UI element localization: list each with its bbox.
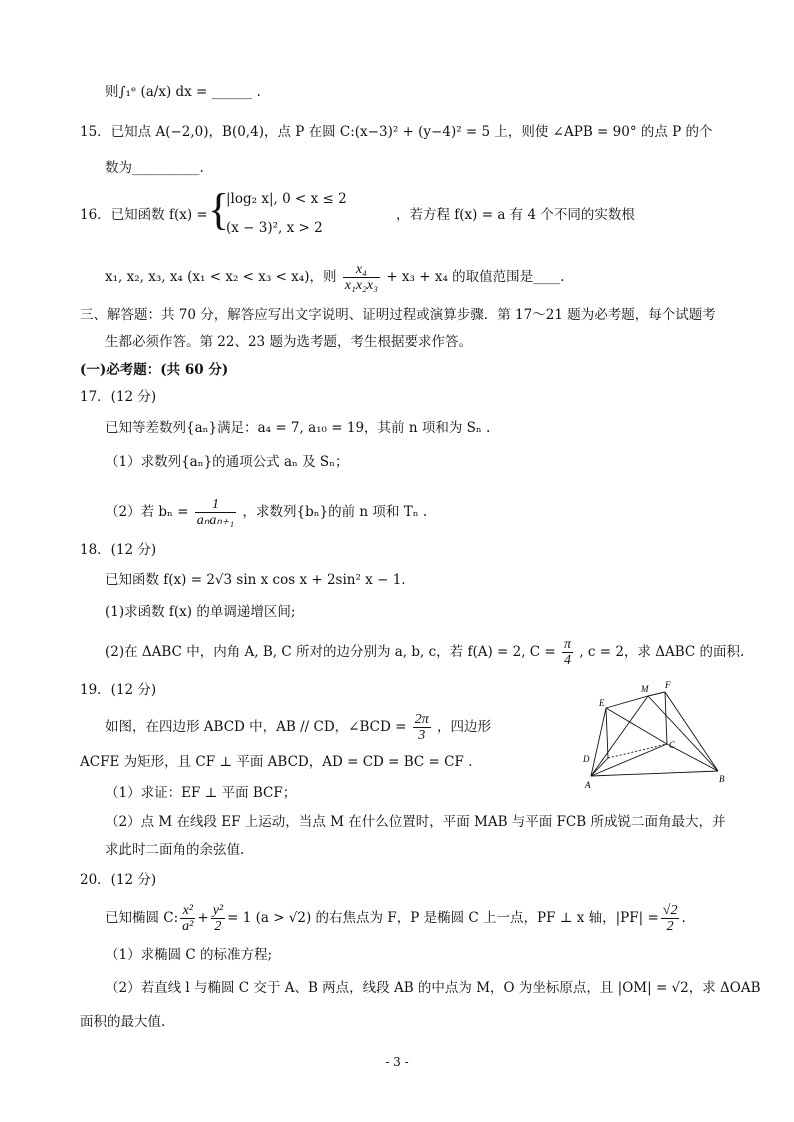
q20-fraction-pf bbox=[661, 903, 680, 934]
q20-frac1-num: x² bbox=[180, 903, 195, 919]
q20-part2-line2: 面积的最大值. bbox=[80, 1014, 166, 1030]
q20-frac1-den: a² bbox=[182, 919, 194, 934]
q16-case2: (x − 3)², x > 2 bbox=[226, 220, 323, 236]
q20-plus: + bbox=[197, 910, 209, 926]
q17-heading: 17．(12 分) bbox=[80, 389, 157, 405]
q20-frac2-num: y² bbox=[212, 903, 224, 918]
q20-frac2-den: 2 bbox=[214, 919, 222, 934]
q20-frac3-num: √2 bbox=[662, 903, 678, 918]
page-number: - 3 - bbox=[385, 1055, 409, 1069]
q17-frac-den: aₙaₙ₊₁ bbox=[196, 513, 235, 528]
q18-heading: 18．(12 分) bbox=[80, 542, 157, 558]
label-F: F bbox=[665, 680, 671, 690]
q18-fraction bbox=[562, 637, 573, 668]
label-D: D bbox=[583, 754, 590, 764]
q19-stem-prefix: 如图，在四边形 ABCD 中，AB // CD，∠BCD = bbox=[105, 719, 407, 735]
q18-part1: (1)求函数 f(x) 的单调递增区间; bbox=[105, 604, 296, 620]
q20-stem-end: . bbox=[681, 910, 686, 926]
q18-part2-suffix: , c = 2，求 ΔABC 的面积. bbox=[579, 644, 745, 660]
q16-case1: |log₂ x|, 0 < x ≤ 2 bbox=[226, 191, 347, 207]
q16-roots: x₁, x₂, x₃, x₄ (x₁ < x₂ < x₃ < x₄)，则 bbox=[105, 269, 337, 285]
q20-stem bbox=[105, 903, 686, 934]
q20-frac3-den: 2 bbox=[666, 919, 674, 934]
q17-frac-num: 1 bbox=[195, 497, 236, 513]
label-C: C bbox=[669, 740, 676, 750]
label-E: E bbox=[599, 698, 605, 708]
q16-frac-num: x₄ bbox=[343, 262, 380, 278]
q18-part2-prefix: (2)在 ΔABC 中，内角 A, B, C 所对的边分别为 a, b, c，若 f(A) = 2, C = bbox=[105, 644, 556, 660]
q20-stem-prefix: 已知椭圆 C: bbox=[105, 910, 179, 926]
section3-line1: 三、解答题：共 70 分，解答应写出文字说明、证明过程或演算步骤．第 17～21 题为必考题，每个试题考 bbox=[80, 307, 716, 323]
q19-fraction bbox=[413, 712, 431, 743]
q14-tail: 则∫₁ᵉ (a/x) dx = ______ . bbox=[105, 84, 261, 100]
required-section-heading: (一)必考题：(共 60 分) bbox=[80, 362, 229, 378]
q17-part2-prefix: （2）若 bₙ = bbox=[105, 504, 189, 520]
q18-part2 bbox=[105, 637, 744, 668]
q18-frac-den: 4 bbox=[564, 653, 572, 668]
label-M: M bbox=[641, 684, 649, 694]
q19-frac-den: 3 bbox=[418, 728, 426, 743]
q16-range: + x₃ + x₄ 的取值范围是____. bbox=[386, 269, 565, 285]
q19-heading: 19．(12 分) bbox=[80, 682, 157, 698]
q18-stem: 已知函数 f(x) = 2√3 sin x cos x + 2sin² x − 1. bbox=[105, 572, 406, 588]
q15-line1: 15．已知点 A(−2,0)，B(0,4)，点 P 在圆 C:(x−3)² + (y−4)² = 5 上，则使 ∠APB = 90° 的点 P 的个 bbox=[80, 124, 713, 140]
q17-part2-suffix: ，求数列{bₙ}的前 n 项和 Tₙ . bbox=[242, 504, 428, 520]
q18-frac-num: π bbox=[564, 637, 572, 652]
piecewise-brace: { bbox=[208, 185, 230, 234]
q16-line2 bbox=[105, 262, 564, 293]
q16-fraction bbox=[343, 262, 380, 293]
q19-stem-line2: ACFE 为矩形，且 CF ⊥ 平面 ABCD，AD = CD = BC = CF . bbox=[80, 754, 473, 770]
q17-stem: 已知等差数列{aₙ}满足：a₄ = 7, a₁₀ = 19，其前 n 项和为 Sₙ . bbox=[105, 420, 491, 436]
q20-part1: （1）求椭圆 C 的标准方程; bbox=[105, 947, 273, 963]
q20-fraction-x bbox=[180, 903, 195, 934]
q19-frac-num: 2π bbox=[414, 712, 429, 727]
section3-line2: 生都必须作答。第 22、23 题为选考题，考生根据要求作答。 bbox=[105, 334, 472, 350]
q17-part2 bbox=[105, 497, 427, 528]
q20-fraction-y bbox=[211, 903, 225, 934]
q16-suffix: ，若方程 f(x) = a 有 4 个不同的实数根 bbox=[396, 207, 635, 223]
q19-stem bbox=[105, 712, 491, 743]
label-A: A bbox=[585, 780, 591, 790]
q16-prefix: 16．已知函数 f(x) = bbox=[80, 207, 208, 223]
q20-stem-middle: = 1 (a > √2) 的右焦点为 F，P 是椭圆 C 上一点，PF ⊥ x 轴，|PF| = bbox=[227, 910, 659, 926]
q19-stem-suffix: ，四边形 bbox=[437, 719, 492, 735]
q19-part2-line2: 求此时二面角的余弦值. bbox=[105, 842, 245, 858]
label-B: B bbox=[719, 774, 725, 784]
q15-line2: 数为__________. bbox=[105, 160, 204, 176]
q17-fraction bbox=[195, 497, 236, 528]
q17-part1: （1）求数列{aₙ}的通项公式 aₙ 及 Sₙ； bbox=[105, 454, 349, 470]
q16-frac-den: x₁x₂x₃ bbox=[344, 278, 379, 293]
q20-part2-line1: （2）若直线 l 与椭圆 C 交于 A、B 两点，线段 AB 的中点为 M，O 为坐标原点，且 |OM| = √2，求 ΔOAB bbox=[105, 980, 761, 996]
q19-part2-line1: （2）点 M 在线段 EF 上运动，当点 M 在什么位置时，平面 MAB 与平面 FCB 所成锐二面角最大，并 bbox=[105, 814, 726, 830]
q19-part1: （1）求证：EF ⊥ 平面 BCF； bbox=[105, 785, 297, 801]
q20-heading: 20．(12 分) bbox=[80, 872, 157, 888]
q19-figure bbox=[575, 678, 725, 790]
